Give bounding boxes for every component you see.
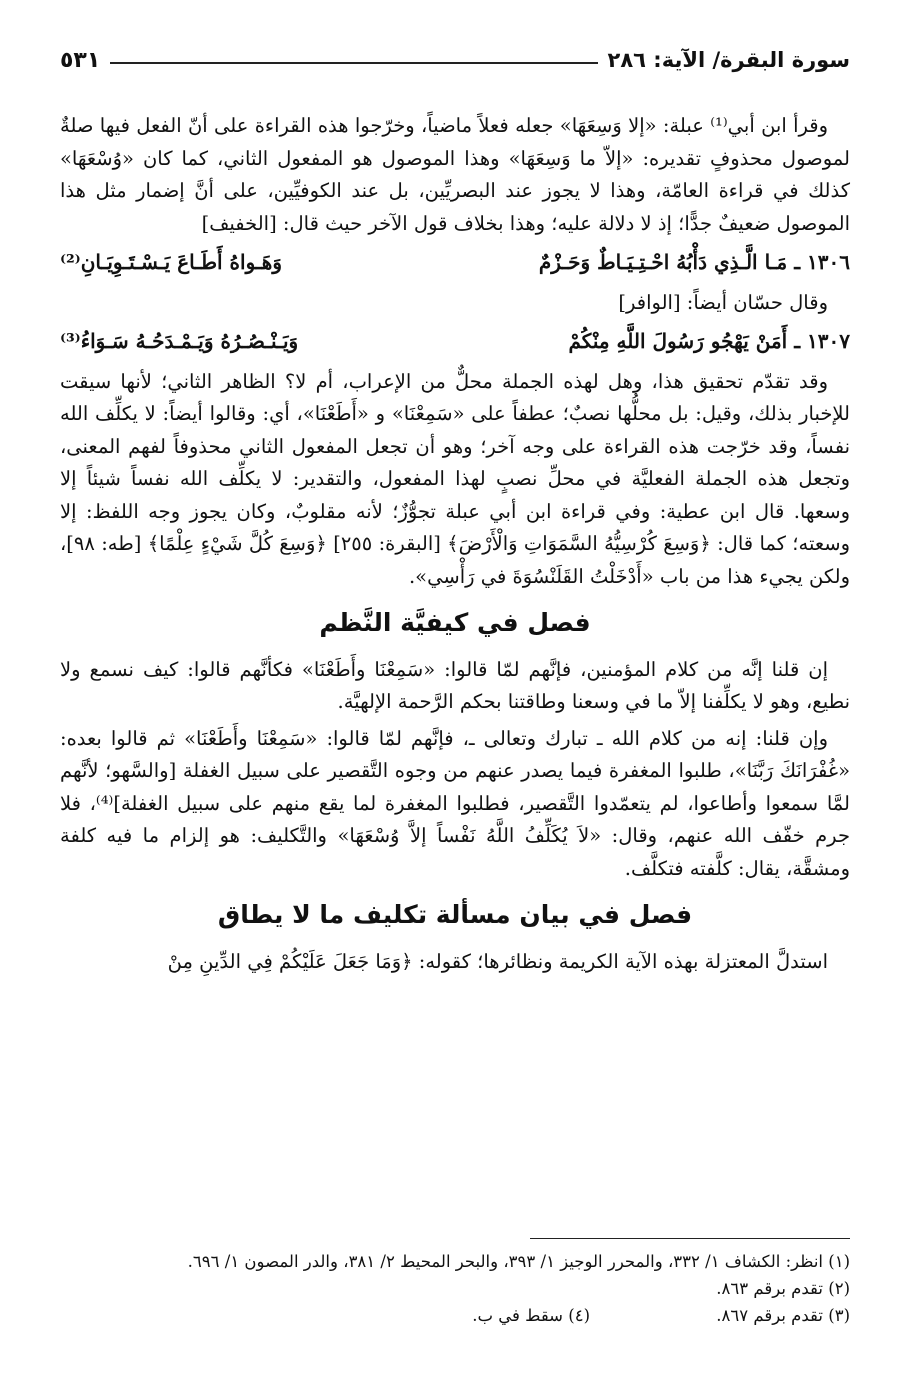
- page-number: ٥٣١: [60, 47, 101, 73]
- footnote-1: (١) انظر: الكشاف ١/ ٣٣٢، والمحرر الوجيز ١/ ٣٩٣، والبحر المحيط ٢/ ٣٨١، والدر المصون ١/ ٦٩٦.: [187, 1252, 850, 1271]
- main-text: [60, 110, 850, 982]
- running-head-title: سورة البقرة/ الآية: ٢٨٦: [607, 48, 850, 72]
- footnote-4: (٤) سقط في ب.: [472, 1306, 590, 1325]
- footnote-row-3-4: [60, 1302, 850, 1329]
- footnote-2: (٢) تقدم برقم ٨٦٣.: [716, 1279, 850, 1298]
- verse-1306-second-hemistich: وَهَـواهُ أَطَـاعَ يَـسْـتَـوِيَـانِ⁽²⁾: [60, 250, 282, 274]
- paragraph-hassan: وقال حسّان أيضاً: [الوافر]: [618, 290, 828, 314]
- verse-1307-first-hemistich: ١٣٠٧ ـ أَمَنْ يَهْجُو رَسُولَ اللَّهِ مِنْكُمْ: [568, 329, 850, 353]
- paragraph-qiraa: وقرأ ابن أبي⁽¹⁾ عبلة: «إلا وَسِعَهَا» جعله فعلاً ماضياً، وخرّجوا هذه القراءة على أنّ الفعل فيها صلةٌ لموصول محذوفٍ تقديره: «إلاّ ما وَسِعَهَا» وهذا الموصول هو المفعول الثاني، كما كان «وُسْعَهَا» كذلك في قراءة العامّة، وهذا لا يجوز عند البصريِّين، بل عند الكوفيِّين، على أنَّ إضمار مثل هذا الموصول ضعيفٌ جدًّا؛ إذ لا دلالة عليه؛ وهذا بخلاف قول الآخر حيث قال: [الخفيف]: [60, 114, 850, 235]
- paragraph-irab: وقد تقدّم تحقيق هذا، وهل لهذه الجملة محلٌّ من الإعراب، أم لا؟ الظاهر الثاني؛ لأنها سيقت للإخبار بذلك، وقيل: بل محلُّها نصبٌ؛ عطفاً على «سَمِعْنَا» و «أَطَعْنَا»، أي: وقالوا أيضاً: لا يكلِّف الله نفساً، وقد خرّجت هذه القراءة على وجه آخر؛ وهو أن تجعل المفعول الثاني محذوفاً لفهم المعنى، وتجعل هذه الجملة الفعليَّة في محلِّ نصبٍ لهذا المفعول، والتقدير: لا يكلِّف الله نفساً شيئاً إلا وسعها. قال ابن عطية: وفي قراءة ابن أبي عبلة تجوُّزٌ؛ لأنه مقلوبٌ، وكان يجوز وجه اللفظ: إلا وسعته؛ كما قال: ﴿وَسِعَ كُرْسِيُّهُ السَّمَوَاتِ وَالْأَرْضَ﴾ [البقرة: ٢٥٥] ﴿وَسِعَ كُلَّ شَيْءٍ عِلْمًا﴾ [طه: ٩٨]، ولكن يجيء هذا من باب «أَدْخَلْتُ القَلَنْسُوَةَ في رَأْسِي».: [60, 369, 850, 588]
- paragraph-mutazila: استدلَّ المعتزلة بهذه الآية الكريمة ونظائرها؛ كقوله: ﴿وَمَا جَعَلَ عَلَيْكُمْ فِي الدِّينِ مِنْ: [167, 949, 828, 973]
- page-header: [60, 42, 850, 78]
- book-page: [60, 30, 850, 1350]
- footnote-3: (٣) تقدم برقم ٨٦٧.: [716, 1306, 850, 1325]
- footnote-separator: [530, 1238, 850, 1239]
- verse-1307-second-hemistich: وَيَـنْـصُـرُهُ وَيَـمْـدَحُـهُ سَـوَاءُ⁽³⁾: [60, 329, 299, 353]
- verse-1306-first-hemistich: ١٣٠٦ ـ مَـا الَّـذِي دَأْبُهُ احْـتِـيَـاطٌ وَحَـزْمٌ: [538, 250, 850, 274]
- header-rule: [110, 62, 597, 64]
- section-heading-taklif: فصل في بيان مسألة تكليف ما لا يطاق: [217, 900, 693, 929]
- poetry-verse-1306: [60, 246, 850, 279]
- paragraph-kalam-allah: وإن قلنا: إنه من كلام الله ـ تبارك وتعالى ـ، فإنَّهم لمّا قالوا: «سَمِعْنَا وأَطَعْنَا» ثم قالوا بعده: «غُفْرَانَكَ رَبَّنَا»، طلبوا المغفرة فيما يصدر عنهم من وجوه التَّقصير على سبيل الغفلة [والسَّهو؛ لأنَّهم لمَّا سمعوا وأطاعوا، لم يتعمّدوا التَّقصير، فطلبوا المغفرة لما يقع منهم على سبيل الغفلة]⁽⁴⁾، فلا جرم خفّف الله عنهم، وقال: «لاَ يُكَلِّفُ اللَّهُ نَفْساً إلاَّ وُسْعَهَا» والتَّكليف: هو إلزام ما فيه كلفة ومشقَّة، يقال: كلَّفته فتكلَّف.: [60, 726, 850, 880]
- paragraph-believers: إن قلنا إنَّه من كلام المؤمنين، فإنَّهم لمّا قالوا: «سَمِعْنَا وأَطَعْنَا» فكأنَّهم قالوا: كيف نسمع ولا نطيع، وهو لا يكلِّفنا إلاّ ما في وسعنا وطاقتنا بحكم الرَّحمة الإلهيَّة.: [60, 657, 850, 713]
- footnotes: [60, 1248, 850, 1329]
- section-heading-nazm: فصل في كيفيَّة النَّظم: [319, 608, 591, 637]
- poetry-verse-1307: [60, 325, 850, 358]
